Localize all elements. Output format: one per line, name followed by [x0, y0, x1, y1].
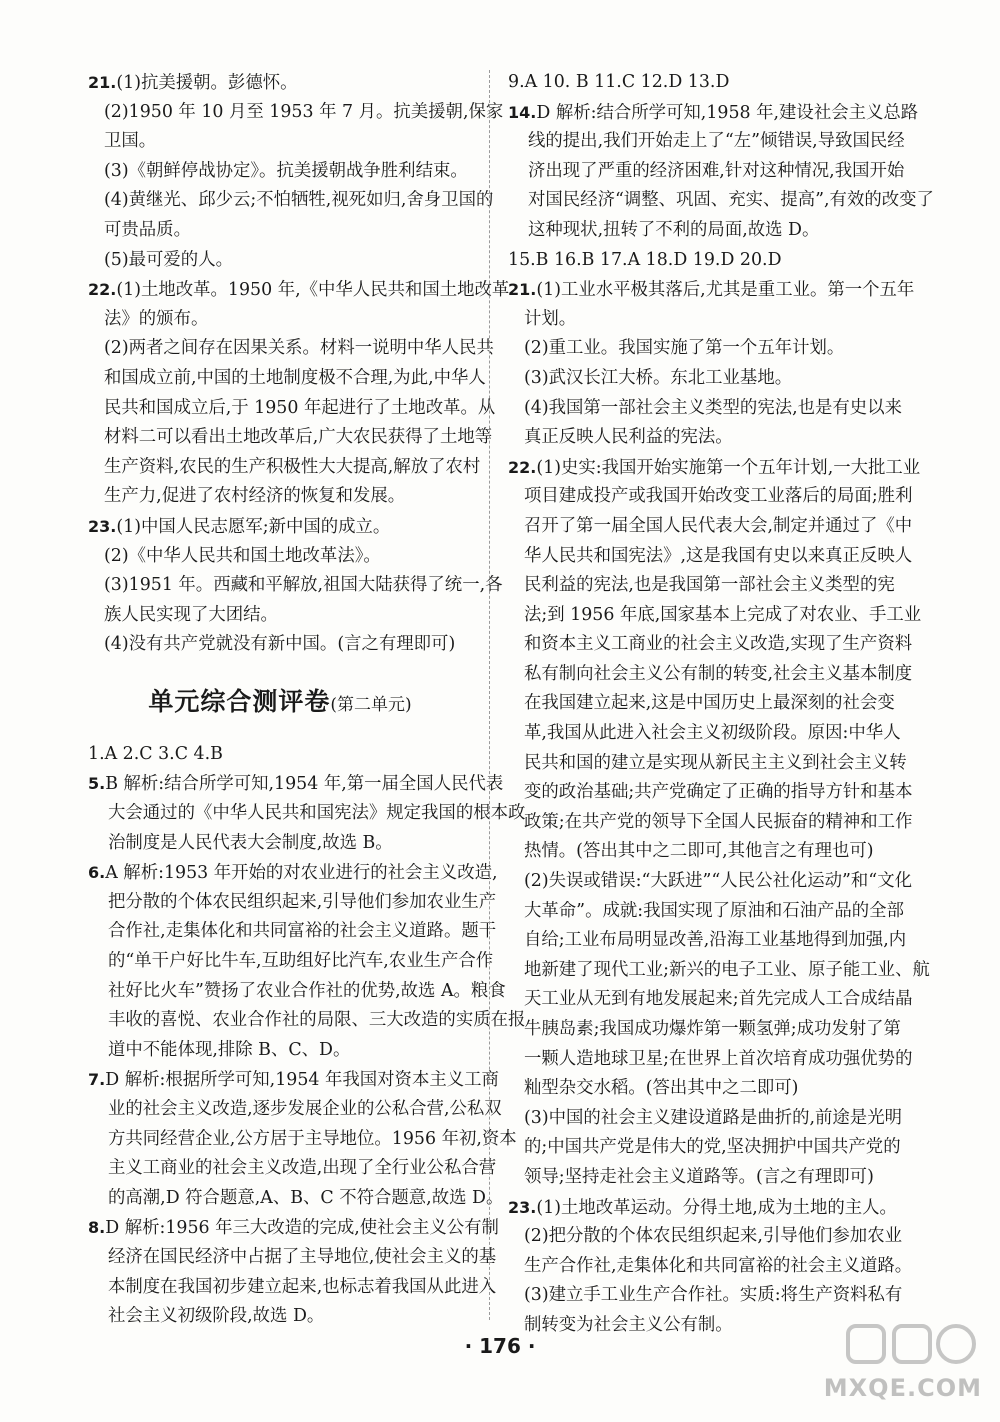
answer-line-question-start — [88, 769, 504, 799]
answer-line: (3)中国的社会主义建设道路是曲折的,前途是光明 — [524, 1107, 902, 1128]
question-number: 23. — [508, 1197, 537, 1217]
question-number: 7. — [88, 1070, 106, 1090]
answer-line: (3)武汉长江大桥。东北工业基地。 — [524, 367, 793, 388]
answer-line: 自给;工业布局明显改善,沿海工业基地得到加强,内 — [524, 930, 907, 951]
answer-line: 对国民经济“调整、巩固、充实、提高”,有效的改变了 — [528, 190, 934, 211]
answer-line: 热情。(答出其中之二即可,其他言之有理也可) — [524, 841, 874, 862]
answer-line: (4)我国第一部社会主义类型的宪法,也是有史以来 — [524, 397, 902, 418]
answer-line: 可贵品质。 — [104, 219, 191, 240]
answer-line: 政策;在共产党的领导下全国人民振奋的精神和工作 — [524, 811, 913, 832]
answer-line: (2)把分散的个体农民组织起来,引导他们参加农业 — [524, 1226, 902, 1247]
watermark-logo — [823, 1318, 982, 1408]
answer-line-question-start — [88, 1065, 499, 1095]
answer-line: (4)黄继光、邱少云;不怕牺牲,视死如归,舍身卫国的 — [104, 190, 494, 211]
choice-answers-line: 15.B 16.B 17.A 18.D 19.D 20.D — [508, 249, 782, 270]
question-number: 22. — [508, 457, 537, 477]
answer-line: 民利益的宪法,也是我国第一部社会主义类型的宪 — [524, 575, 895, 596]
answer-line: 地新建了现代工业;新兴的电子工业、原子能工业、航 — [524, 959, 930, 980]
answer-line: 领导;坚持走社会主义道路等。(言之有理即可) — [524, 1166, 874, 1187]
answer-line: 本制度在我国初步建立起来,也标志着我国从此进入 — [108, 1276, 497, 1297]
answer-line: 的“单干户好比牛车,互助组好比汽车,农业生产合作 — [108, 951, 494, 972]
answer-line: (2)《中华人民共和国土地改革法》。 — [104, 545, 381, 566]
question-number: 8. — [88, 1218, 106, 1238]
section-title-main: 单元综合测评卷 — [148, 686, 331, 716]
question-number: 23. — [88, 516, 117, 536]
answer-line: 济出现了严重的经济困难,针对这种情况,我国开始 — [528, 160, 905, 181]
answer-line: 民共和国的建立是实现从新民主主义到社会主义转 — [524, 752, 907, 773]
answer-line: 材料二可以看出土地改革后,广大农民获得了土地等 — [104, 427, 493, 448]
answer-line: (3)建立手工业生产合作社。实质:将生产资料私有 — [524, 1285, 903, 1306]
answer-text: (1)中国人民志愿军;新中国的成立。 — [116, 516, 391, 537]
answer-line: (2)1950 年 10 月至 1953 年 7 月。抗美援朝,保家 — [104, 101, 504, 122]
column-divider — [489, 70, 490, 1320]
answer-line: 大革命”。成就:我国实现了原油和石油产品的全部 — [524, 900, 904, 921]
answer-line: (2)重工业。我国实施了第一个五年计划。 — [524, 338, 845, 359]
answer-line-question-start — [508, 275, 915, 305]
answer-line-question-start — [88, 858, 498, 888]
answer-text: A 解析:1953 年开始的对农业进行的社会主义改造, — [105, 863, 498, 884]
answer-line: (5)最可爱的人。 — [104, 249, 233, 270]
answer-line: 合作社,走集体化和共同富裕的社会主义道路。题干 — [108, 921, 497, 942]
answer-line-question-start — [508, 98, 919, 128]
answer-text: (1)土地改革。1950 年,《中华人民共和国土地改革 — [116, 280, 510, 301]
answer-line: (3)1951 年。西藏和平解放,祖国大陆获得了统一,各 — [104, 575, 503, 596]
answer-line: 法》的颁布。 — [104, 308, 209, 329]
answer-line: 治制度是人民代表大会制度,故选 B。 — [108, 832, 393, 853]
answer-line-question-start — [88, 512, 472, 542]
answer-line: 项目建成投产或我国开始改变工业落后的局面;胜利 — [524, 486, 913, 507]
answer-line: (3)《朝鲜停战协定》。抗美援朝战争胜利结束。 — [104, 160, 468, 181]
answer-line: 真正反映人民利益的宪法。 — [524, 427, 733, 448]
answer-line: 天工业从无到有地发展起来;首先完成人工合成结晶 — [524, 989, 913, 1010]
answer-line: 社好比火车”赞扬了农业合作社的优势,故选 A。粮食 — [108, 980, 506, 1001]
question-number: 14. — [508, 102, 537, 122]
answer-line: 生产合作社,走集体化和共同富裕的社会主义道路。 — [524, 1255, 913, 1276]
answer-line: 的高潮,D 符合题意,A、B、C 不符合题意,故选 D。 — [108, 1187, 504, 1208]
watermark-text: MXQE.COM — [823, 1374, 982, 1402]
answer-line: 族人民实现了大团结。 — [104, 604, 278, 625]
question-number: 5. — [88, 774, 106, 794]
answer-line: 这种现状,扭转了不利的局面,故选 D。 — [528, 219, 820, 240]
answer-line: 生产力,促进了农村经济的恢复和发展。 — [104, 486, 406, 507]
answer-line: 丰收的喜悦、农业合作社的局限、三大改造的实质在报 — [108, 1010, 526, 1031]
answer-line: 民共和国成立后,于 1950 年起进行了土地改革。从 — [104, 397, 496, 418]
answer-line-question-start — [508, 453, 921, 483]
answer-line: 华人民共和国宪法》,这是我国有史以来真正反映人 — [524, 545, 913, 566]
answer-line: 方共同经营企业,公方居于主导地位。1956 年初,资本 — [108, 1128, 517, 1149]
answer-text: (1)抗美援朝。彭德怀。 — [116, 73, 298, 93]
answer-line: 制转变为社会主义公有制。 — [524, 1314, 733, 1335]
answer-line: 变的政治基础;共产党确定了正确的指导方针和基本 — [524, 782, 913, 803]
question-number: 21. — [508, 280, 537, 300]
question-number: 21. — [88, 73, 117, 92]
right-column — [508, 68, 934, 1341]
choice-answers-line: 1.A 2.C 3.C 4.B — [88, 743, 223, 764]
answer-line: 和资本主义工商业的社会主义改造,实现了生产资料 — [524, 634, 913, 655]
answer-line-question-start — [88, 1213, 499, 1243]
answer-line: 主义工商业的社会主义改造,出现了全行业公私合营 — [108, 1158, 497, 1179]
answer-line: 的;中国共产党是伟大的党,坚决拥护中国共产党的 — [524, 1137, 901, 1158]
answer-text: (1)史实:我国开始实施第一个五年计划,一大批工业 — [536, 457, 921, 478]
answer-line: 业的社会主义改造,逐步发展企业的公私合营,公私双 — [108, 1099, 502, 1119]
answer-line-question-start — [88, 68, 472, 98]
question-number: 6. — [88, 863, 106, 883]
answer-text: (1)土地改革运动。分得土地,成为土地的主人。 — [536, 1197, 897, 1218]
answer-line: 籼型杂交水稻。(答出其中之二即可) — [524, 1078, 799, 1099]
answer-line: (2)两者之间存在因果关系。材料一说明中华人民共 — [104, 338, 494, 359]
answer-line: 和国成立前,中国的土地制度极不合理,为此,中华人 — [104, 367, 486, 388]
answer-line: 在我国建立起来,这是中国历史上最深刻的社会变 — [524, 693, 895, 714]
answer-line: (4)没有共产党就没有新中国。(言之有理即可) — [104, 634, 456, 655]
answer-line-question-start — [508, 1193, 900, 1223]
answer-line: 生产资料,农民的生产积极性大大提高,解放了农村 — [104, 456, 481, 477]
section-title-sub: (第二单元) — [330, 694, 412, 715]
page-number: · 176 · — [464, 1334, 536, 1358]
answer-line: 线的提出,我们开始走上了“左”倾错误,导致国民经 — [528, 131, 905, 152]
answer-text: B 解析:结合所学可知,1954 年,第一届全国人民代表 — [105, 774, 504, 795]
answer-line: 革,我国从此进入社会主义初级阶段。原因:中华人 — [524, 723, 901, 744]
answer-line: 牛胰岛素;我国成功爆炸第一颗氢弹;成功发射了第 — [524, 1019, 901, 1039]
answer-line: 把分散的个体农民组织起来,引导他们参加农业生产 — [108, 891, 497, 912]
answer-text: D 解析:结合所学可知,1958 年,建设社会主义总路 — [536, 102, 919, 123]
answer-line: 法;到 1956 年底,国家基本上完成了对农业、手工业 — [524, 604, 922, 625]
answer-line: 社会主义初级阶段,故选 D。 — [108, 1306, 325, 1327]
section-title — [88, 682, 472, 722]
answer-line-question-start — [88, 275, 510, 305]
choice-answers-line: 9.A 10. B 11.C 12.D 13.D — [508, 72, 730, 92]
answer-line: 道中不能体现,排除 B、C、D。 — [108, 1039, 351, 1060]
answer-line: 召开了第一届全国人民代表大会,制定并通过了《中 — [524, 515, 913, 536]
answer-line: 经济在国民经济中占据了主导地位,使社会主义的基 — [108, 1246, 497, 1267]
answer-line: 卫国。 — [104, 131, 157, 152]
answer-line: (2)失误或错误:“大跃进”“人民公社化运动”和“文化 — [524, 871, 912, 892]
answer-line: 大会通过的《中华人民共和国宪法》规定我国的根本政 — [108, 803, 526, 824]
answer-line: 计划。 — [524, 308, 577, 329]
answer-line: 私有制向社会主义公有制的转变,社会主义基本制度 — [524, 663, 913, 684]
answer-text: D 解析:1956 年三大改造的完成,使社会主义公有制 — [105, 1218, 499, 1239]
answer-text: D 解析:根据所学可知,1954 年我国对资本主义工商 — [105, 1070, 499, 1091]
answer-text: (1)工业水平极其落后,尤其是重工业。第一个五年 — [536, 280, 915, 301]
answer-line: 一颗人造地球卫星;在世界上首次培育成功强优势的 — [524, 1048, 913, 1069]
watermark-seal-icon — [842, 1318, 982, 1378]
question-number: 22. — [88, 280, 117, 300]
